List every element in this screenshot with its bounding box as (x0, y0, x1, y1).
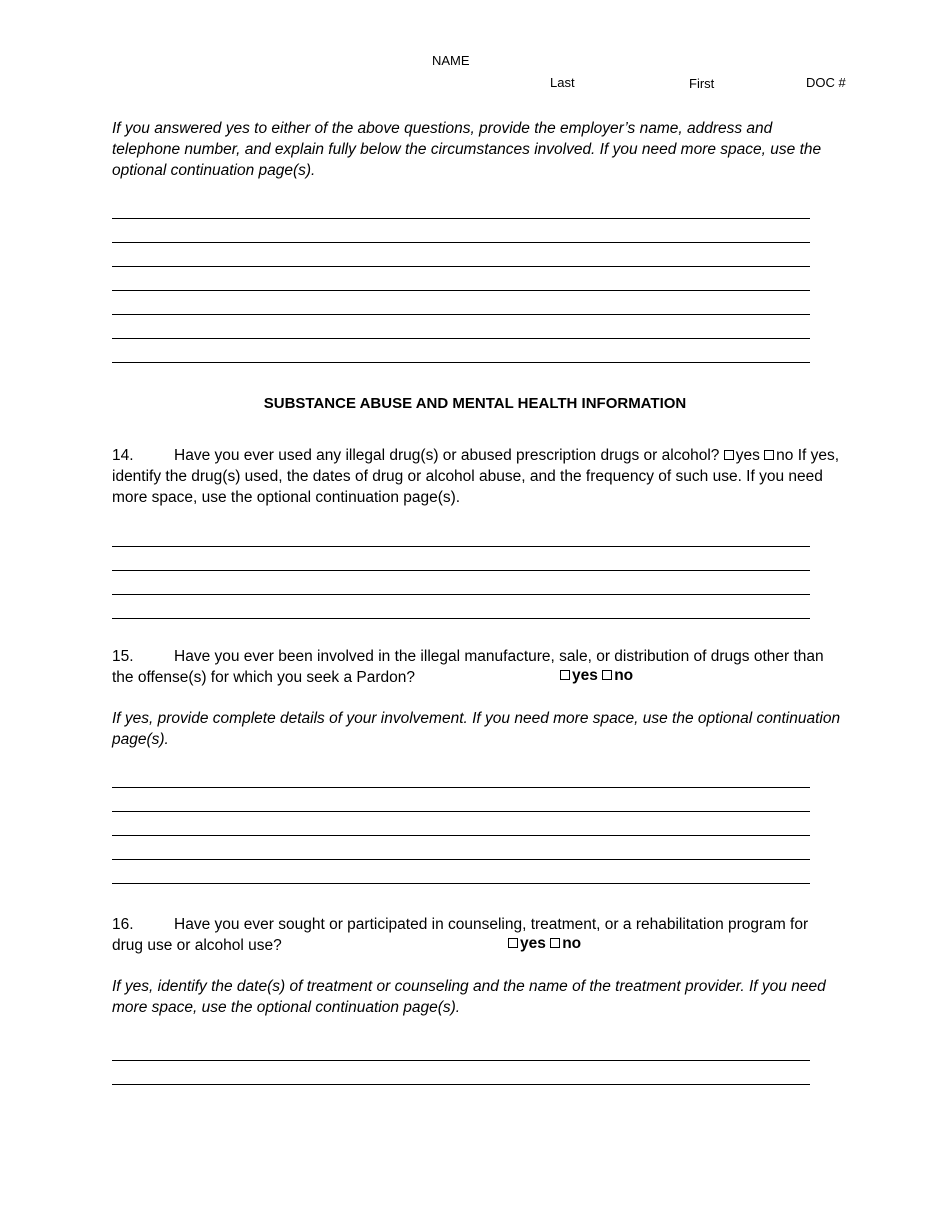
q14-yes-label: yes (735, 447, 760, 464)
question-15-number: 15. (112, 648, 134, 665)
question-14-text: Have you ever used any illegal drug(s) or abused prescription drugs or alcohol? (174, 447, 720, 464)
intro-instructions: If you answered yes to either of the above questions, provide the employer’s name, address and telephone number, and explain fully below the circumstances involved. If you need more space, use the optional continuation page(s). (112, 120, 822, 179)
answer-line[interactable] (112, 218, 810, 219)
answer-line[interactable] (112, 618, 810, 619)
answer-line[interactable] (112, 811, 810, 812)
answer-lines-q16[interactable] (112, 1060, 810, 1108)
answer-line[interactable] (112, 594, 810, 595)
q16-instructions: If yes, identify the date(s) of treatment or counseling and the name of the treatment provider. If you need more space, use the optional continuation page(s). (112, 978, 826, 1016)
answer-line[interactable] (112, 787, 810, 788)
answer-line[interactable] (112, 546, 810, 547)
answer-line[interactable] (112, 1060, 810, 1061)
question-15-text: Have you ever been involved in the illegal manufacture, sale, or distribution of drugs other than the offense(s) for which you seek a Pardon? (112, 648, 824, 686)
answer-line[interactable] (112, 835, 810, 836)
last-name-label: Last (550, 75, 575, 90)
q16-yes-checkbox[interactable] (508, 938, 518, 948)
answer-line[interactable] (112, 290, 810, 291)
answer-lines-q14[interactable] (112, 546, 810, 642)
q15-yes-no (560, 667, 633, 685)
first-name-label: First (689, 76, 715, 91)
q16-yes-no (508, 935, 581, 953)
answer-line[interactable] (112, 883, 810, 884)
question-14 (112, 445, 842, 508)
answer-line[interactable] (112, 314, 810, 315)
question-16 (112, 914, 837, 956)
question-15 (112, 646, 847, 688)
q15-instructions: If yes, provide complete details of your involvement. If you need more space, use the optional continuation page(s). (112, 710, 841, 748)
answer-line[interactable] (112, 570, 810, 571)
q15-yes-label: yes (572, 667, 598, 684)
q14-yes-checkbox[interactable] (724, 450, 734, 460)
answer-line[interactable] (112, 1084, 810, 1085)
q15-no-checkbox[interactable] (602, 670, 612, 680)
question-14-number: 14. (112, 447, 134, 464)
q14-no-label: no (776, 447, 794, 464)
answer-lines-q15[interactable] (112, 787, 810, 907)
answer-line[interactable] (112, 362, 810, 363)
answer-line[interactable] (112, 242, 810, 243)
section-heading: SUBSTANCE ABUSE AND MENTAL HEALTH INFORMATION (263, 395, 687, 412)
answer-lines-intro[interactable] (112, 218, 810, 386)
question-16-text: Have you ever sought or participated in counseling, treatment, or a rehabilitation program for drug use or alcohol use? (112, 916, 809, 954)
q16-no-label: no (562, 935, 582, 952)
name-label: NAME (432, 53, 470, 68)
question-16-number: 16. (112, 916, 134, 933)
doc-number-label: DOC # (806, 75, 846, 90)
answer-line[interactable] (112, 859, 810, 860)
answer-line[interactable] (112, 266, 810, 267)
q14-no-checkbox[interactable] (764, 450, 774, 460)
question-14-followup: If yes, identify the drug(s) used, the dates of drug or alcohol abuse, and the frequency of such use. If you need more space, use the optional continuation page(s). (112, 447, 840, 506)
q16-no-checkbox[interactable] (550, 938, 560, 948)
q16-yes-label: yes (520, 935, 546, 952)
q15-no-label: no (614, 667, 634, 684)
q15-yes-checkbox[interactable] (560, 670, 570, 680)
answer-line[interactable] (112, 338, 810, 339)
